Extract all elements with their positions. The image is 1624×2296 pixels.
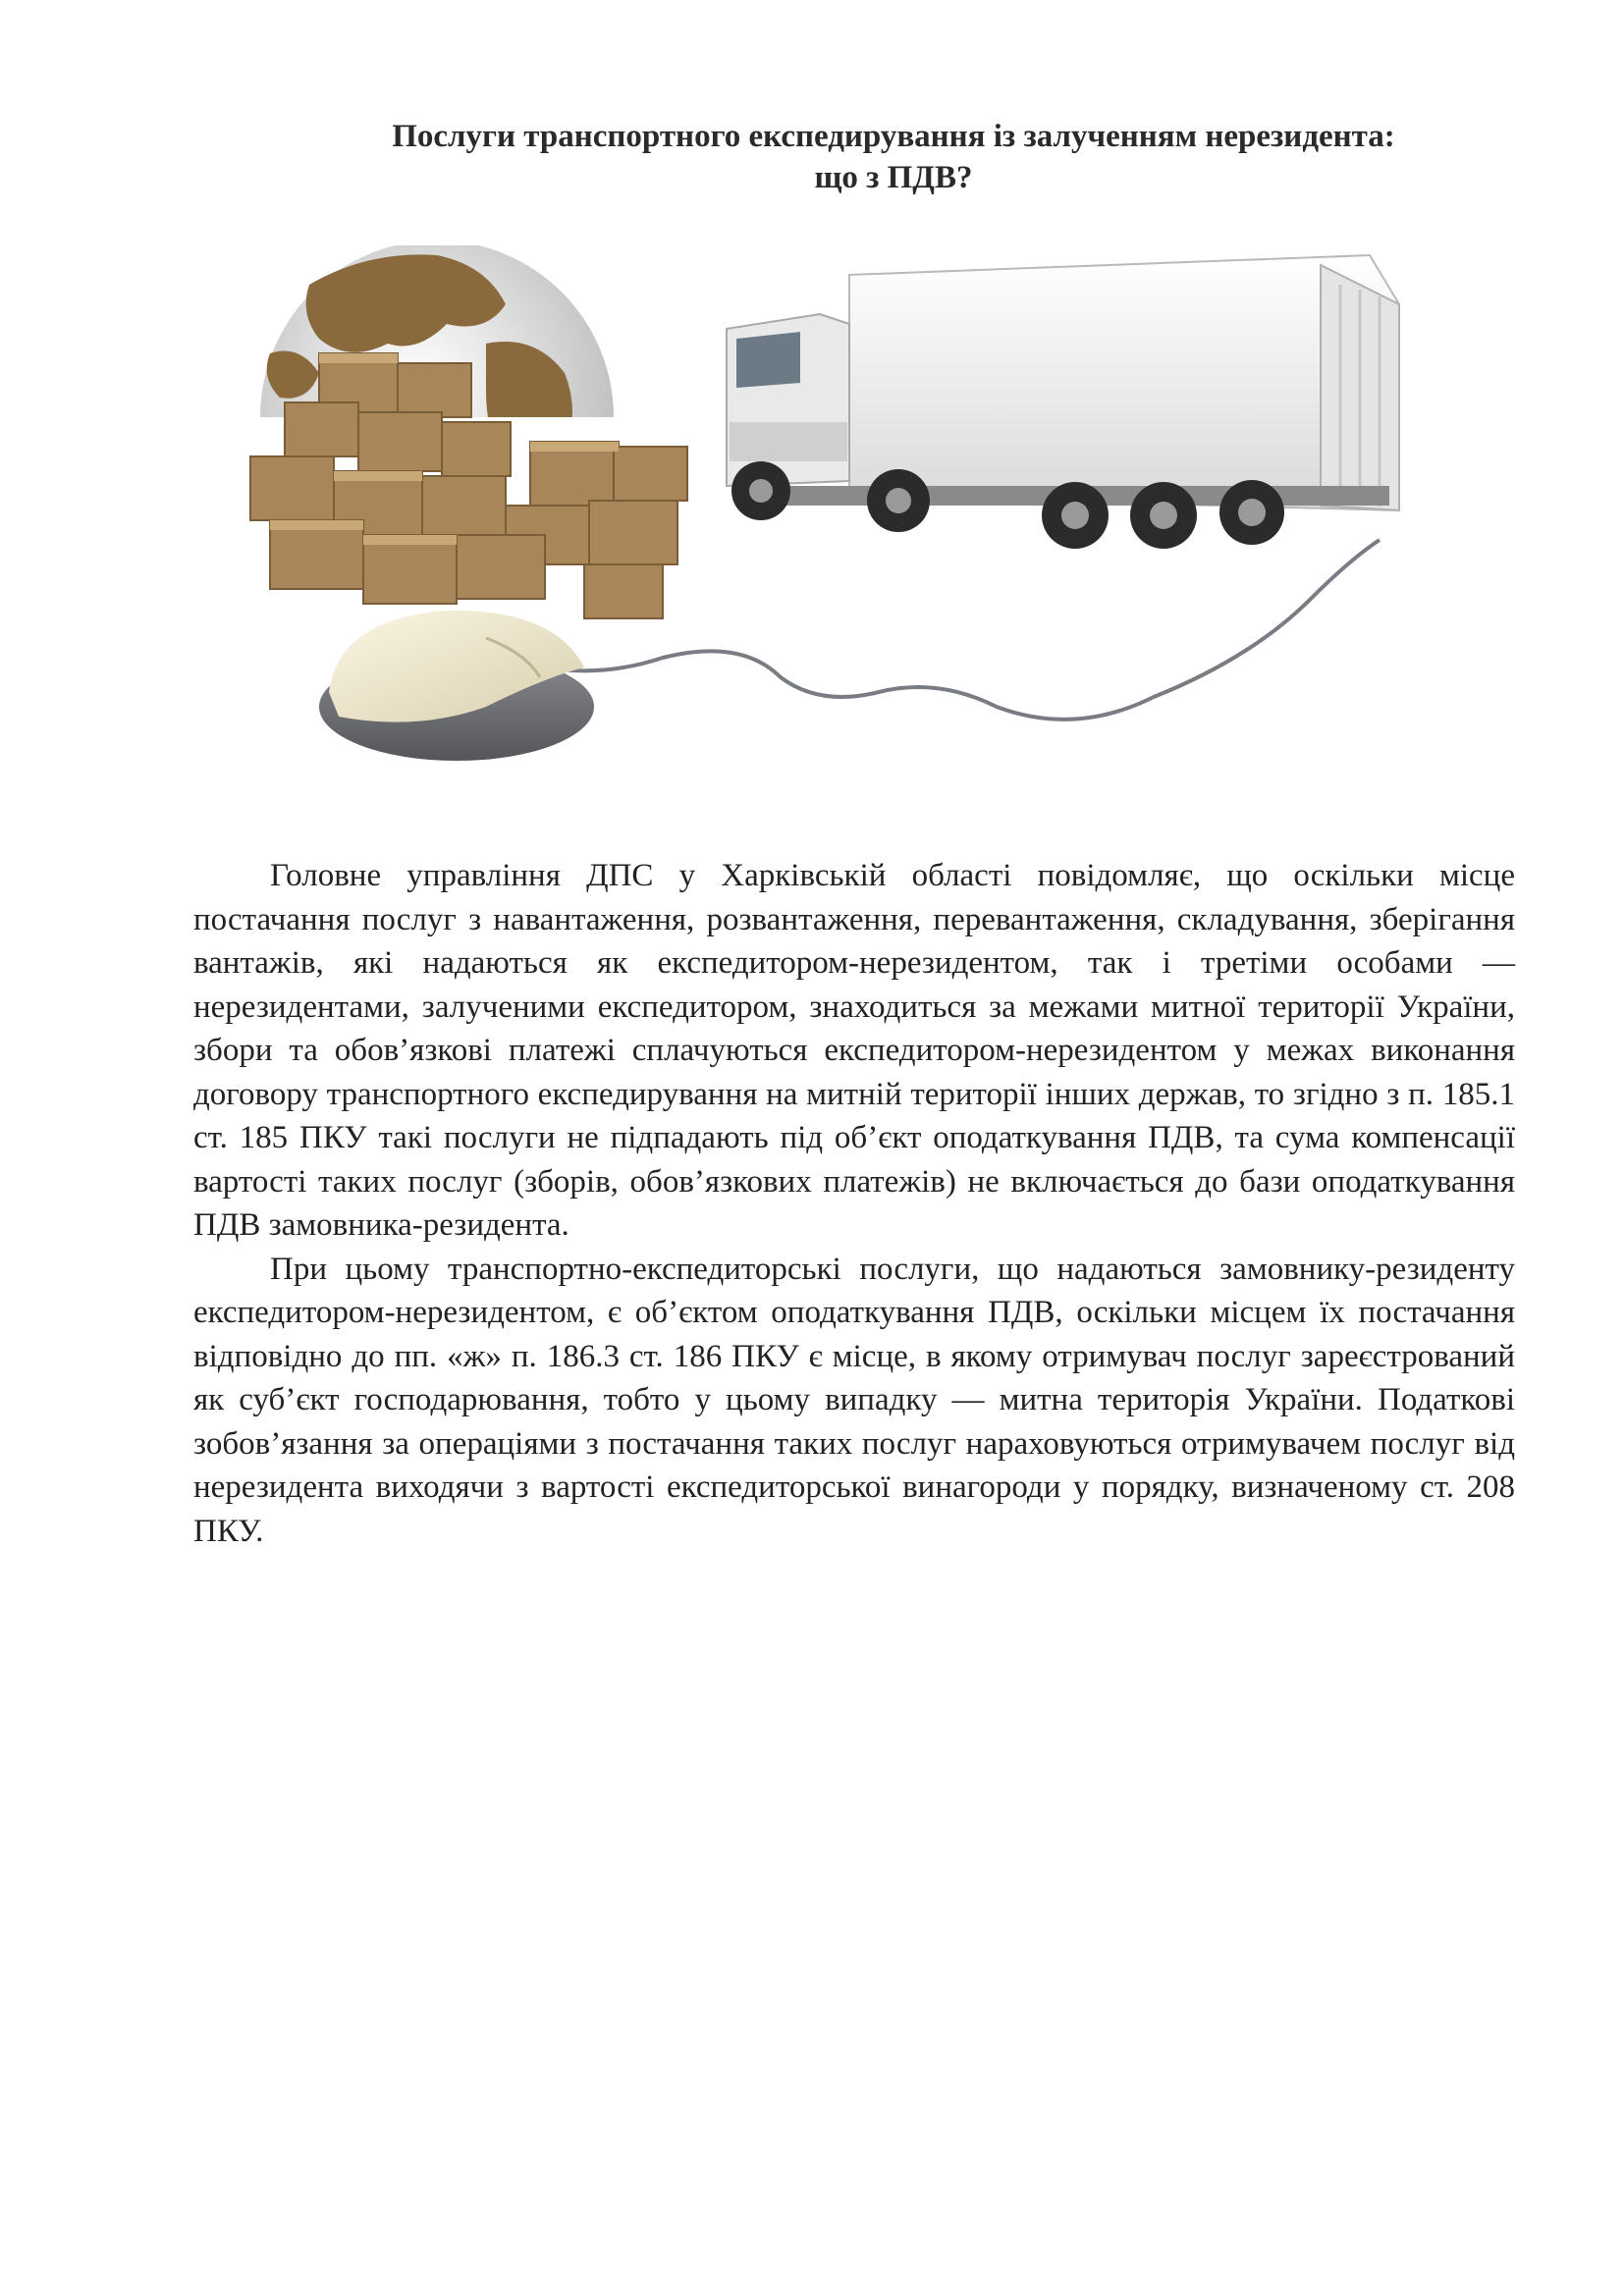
- semi-truck-icon: [727, 255, 1399, 549]
- logistics-illustration: [191, 245, 1438, 775]
- paragraph-2: При цьому транспортно-експедиторські послуги, що надаються замовнику-резиденту експедитором-нерезидентом, є об’єктом оподаткування ПДВ, оскільки місцем їх постачання відповідно до пп. «ж» п. 186.3 ст. 186 ПКУ є місце, в якому отримувач послуг зареєстрований як суб’єкт господарювання, тобто у цьому випадку — митна територія України. Податкові зобов’язання за операціями з постачання таких послуг нараховуються отримувачем послуг від нерезидента виходячи з вартості експедиторської винагороди у порядку, визначеному ст. 208 ПКУ.: [193, 1251, 1515, 1549]
- mouse-cable: [545, 540, 1380, 720]
- document-title: [275, 116, 1512, 198]
- article-body: [193, 854, 1515, 1553]
- title-line-1: Послуги транспортного експедирування із залученням нерезидента:: [392, 119, 1395, 154]
- computer-mouse-icon: [319, 611, 594, 761]
- title-line-2: що з ПДВ?: [814, 160, 973, 195]
- paragraph-1: Головне управління ДПС у Харківській області повідомляє, що оскільки місце постачання послуг з навантаження, розвантаження, перевантаження, складування, зберігання вантажів, які надаються як експедитором-нерезидентом, так і третіми особами — нерезидентами, залученими експедитором, знаходиться за межами митної території України, збори та обов’язкові платежі сплачуються експедитором-нерезидентом у межах виконання договору транспортного експедирування на митній території інших держав, то згідно з п. 185.1 ст. 185 ПКУ такі послуги не підпадають під об’єкт оподаткування ПДВ, та сума компенсації вартості таких послуг (зборів, обов’язкових платежів) не включається до бази оподаткування ПДВ замовника-резидента.: [193, 858, 1515, 1243]
